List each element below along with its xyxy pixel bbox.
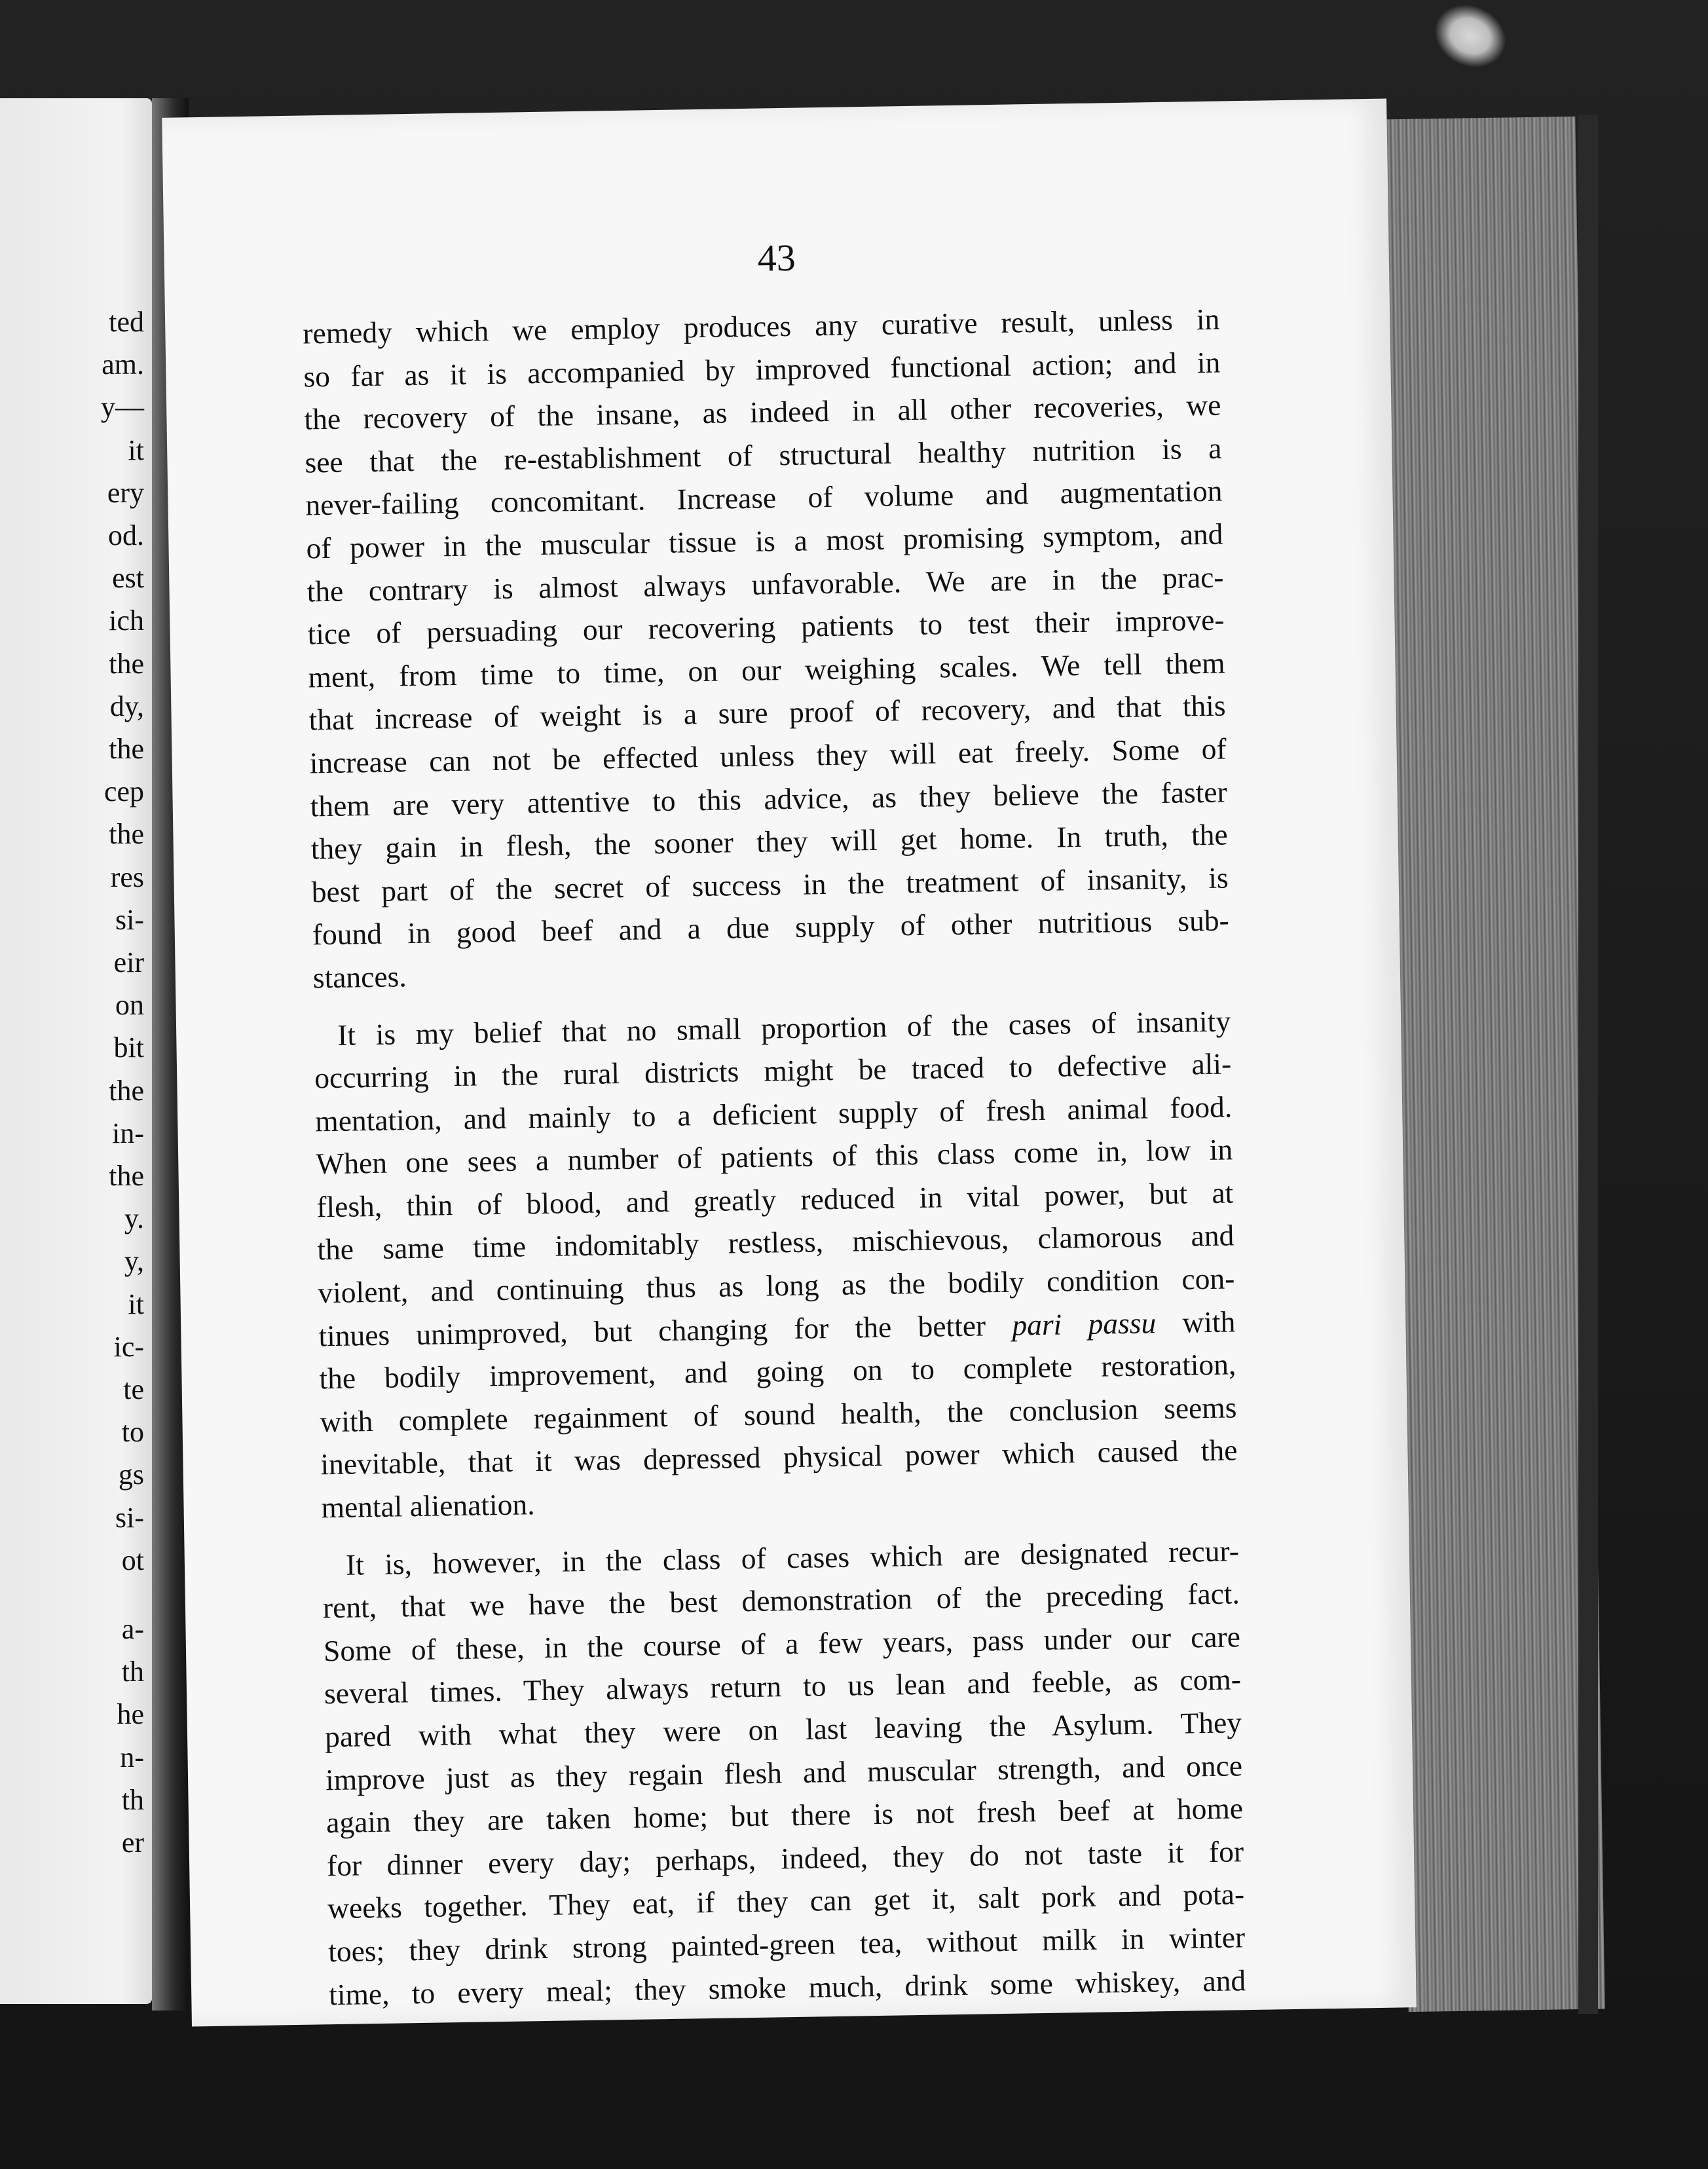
- text-line: that increase of weight is a sure proof of recovery, and that this: [308, 688, 1226, 737]
- text-line: several times. They always return to us lean and feeble, as com-: [324, 1662, 1242, 1711]
- left-page-fragment: he: [117, 1698, 144, 1731]
- text-line: rent, that we have the best demonstration of the preceding fact.: [322, 1576, 1240, 1625]
- left-page-fragment: dy,: [109, 690, 144, 722]
- body-text: [303, 298, 1246, 2016]
- right-page: [162, 98, 1417, 2026]
- text-line: for dinner every day; perhaps, indeed, they do not taste it for: [326, 1834, 1244, 1883]
- text-line: the bodily improvement, and going on to complete restoration,: [319, 1347, 1236, 1396]
- text-line: flesh, thin of blood, and greatly reduced in vital power, but at: [316, 1176, 1234, 1224]
- text-line: with complete regainment of sound health, the conclusion seems: [320, 1390, 1237, 1439]
- left-page-fragment: bit: [113, 1031, 144, 1064]
- left-page-fragment: n-: [120, 1741, 144, 1773]
- text-line: When one sees a number of patients of this class come in, low in: [315, 1132, 1233, 1181]
- text-line: ment, from time to time, on our weighing scales. We tell them: [308, 646, 1225, 694]
- text-line: see that the re-establishment of structural healthy nutrition is a: [305, 431, 1222, 479]
- text-line: the same time indomitably restless, mischievous, clamorous and: [317, 1218, 1235, 1267]
- left-page-fragment: ot: [121, 1544, 144, 1576]
- text-line: pared with what they were on last leaving the Asylum. They: [324, 1705, 1242, 1754]
- left-page-fragment: ted: [109, 306, 144, 338]
- text-line: weeks together. They eat, if they can get it, salt pork and pota-: [327, 1877, 1245, 1925]
- text-line: time, to every meal; they smoke much, drink some whiskey, and: [328, 1963, 1246, 2011]
- left-page-fragment: eir: [113, 946, 144, 978]
- left-page-fragment: the: [109, 818, 144, 851]
- left-page-fragment: gs: [118, 1458, 144, 1491]
- text-line: Some of these, in the course of a few years, pass under our care: [323, 1620, 1241, 1668]
- text-line: never-failing concomitant. Increase of volume and augmentation: [305, 473, 1223, 522]
- left-page-fragment: cep: [103, 775, 144, 808]
- left-page-fragment: te: [123, 1373, 144, 1405]
- left-page-fragment: y,: [124, 1245, 144, 1278]
- text-line: so far as it is accompanied by improved functional action; and in: [303, 345, 1221, 394]
- left-page-fragment: on: [115, 989, 144, 1022]
- left-page-fragment: to: [121, 1416, 144, 1449]
- text-line: mental alienation.: [321, 1487, 535, 1525]
- text-line: mentation, and mainly to a deficient supply of fresh animal food.: [314, 1090, 1233, 1138]
- page-edges: [1379, 117, 1605, 2012]
- text-line: tice of persuading our recovering patients to test their improve-: [307, 602, 1225, 651]
- left-page-fragment: the: [109, 1160, 144, 1192]
- left-page-fragment: od.: [108, 519, 144, 551]
- left-page-fragment: the: [109, 1074, 144, 1107]
- left-page-fragment: ich: [109, 604, 144, 637]
- text-line: toes; they drink strong painted-green tea, without milk in winter: [327, 1920, 1246, 1969]
- text-line: of power in the muscular tissue is a most promising symptom, and: [306, 517, 1223, 565]
- text-line: improve just as they regain flesh and muscular strength, and once: [325, 1748, 1243, 1796]
- left-page-fragment: y.: [124, 1202, 144, 1235]
- text-line: again they are taken home; but there is not fresh beef at home: [325, 1791, 1244, 1840]
- left-page-fragment: er: [121, 1826, 144, 1859]
- left-page-fragment: est: [112, 562, 144, 595]
- italic-phrase: pari passu: [1011, 1305, 1157, 1342]
- left-page-fragment: the: [109, 647, 144, 680]
- left-page-fragment: res: [110, 861, 144, 893]
- text-segment: tinues unimproved, but changing for the better: [318, 1308, 986, 1352]
- left-page-fragment: si-: [115, 1501, 144, 1534]
- text-line: them are very attentive to this advice, as they believe the faster: [310, 774, 1227, 823]
- text-line: increase can not be effected unless they will eat freely. Some of: [309, 732, 1227, 780]
- left-page-fragment: in-: [112, 1117, 144, 1149]
- left-page-fragment: am.: [102, 348, 144, 381]
- left-page-fragment: th: [121, 1783, 144, 1816]
- text-line: found in good beef and a due supply of other nutritious sub-: [312, 903, 1230, 952]
- left-page-fragment: it: [128, 434, 144, 466]
- text-line: the recovery of the insane, as indeed in all other recoveries, we: [304, 388, 1221, 436]
- left-page-fragment: si-: [115, 903, 144, 936]
- text-segment: with: [1155, 1305, 1236, 1339]
- text-line: remedy which we employ produces any curative result, unless in: [303, 302, 1220, 350]
- left-page-fragment: it: [128, 1288, 144, 1320]
- left-page-fragment: a-: [121, 1613, 144, 1645]
- left-page-fragment: the: [109, 733, 144, 765]
- text-line: inevitable, that it was depressed physical power which caused the: [320, 1433, 1238, 1481]
- page-number: 43: [757, 236, 796, 280]
- left-page-fragment: ery: [107, 476, 144, 509]
- text-line: violent, and continuing thus as long as the bodily condition con-: [318, 1261, 1235, 1310]
- left-page-fragment: th: [121, 1656, 144, 1688]
- text-line: It is my belief that no small proportion of the cases of insanity: [337, 1003, 1231, 1052]
- text-line: best part of the secret of success in the treatment of insanity, is: [311, 861, 1229, 909]
- text-line: It is, however, in the class of cases which are designated recur-: [345, 1533, 1240, 1582]
- left-page-fragment: ic-: [113, 1330, 144, 1363]
- text-line: the contrary is almost always unfavorable. We are in the prac-: [306, 560, 1224, 608]
- page-edge-shadow: [1578, 115, 1598, 2014]
- text-line: stances.: [312, 959, 407, 995]
- text-line: occurring in the rural districts might be traced to defective ali-: [314, 1047, 1232, 1095]
- text-line: they gain in flesh, the sooner they will get home. In truth, the: [310, 817, 1229, 866]
- left-page-fragment: y—: [101, 391, 144, 424]
